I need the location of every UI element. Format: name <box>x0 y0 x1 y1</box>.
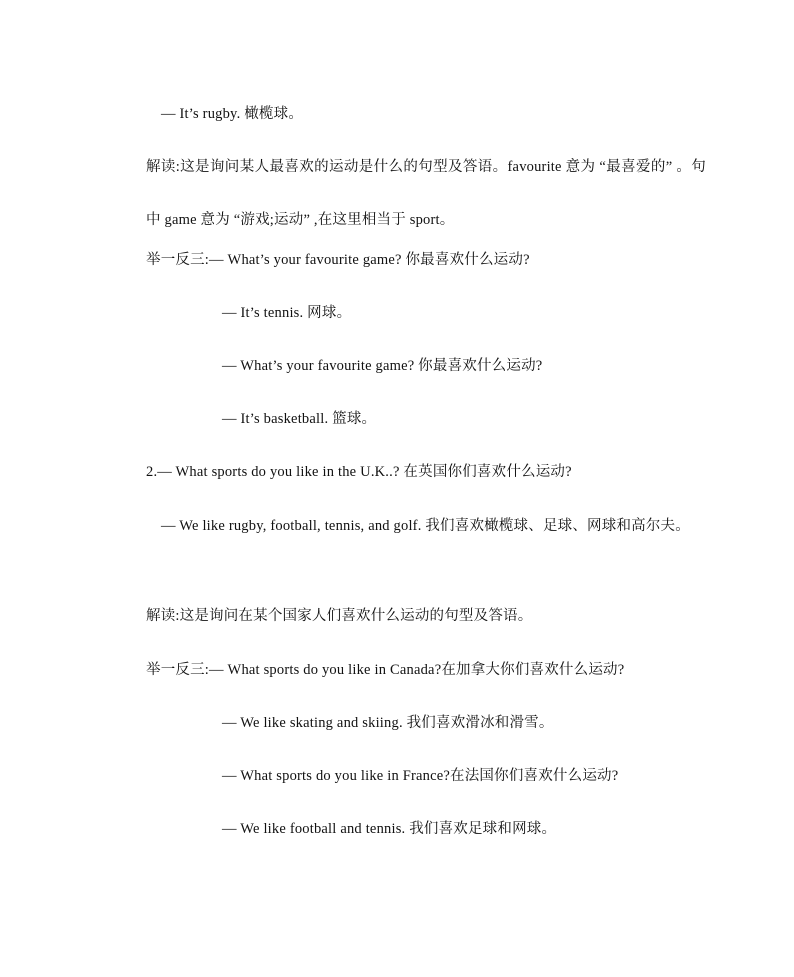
example-heading-2: 举一反三:— What sports do you like in Canada?在加拿大你们喜欢什么运动? <box>146 662 625 678</box>
answer-skating-line: — We like skating and skiing. 我们喜欢滑冰和滑雪。 <box>222 715 554 731</box>
explanation-paragraph-2: 解读:这是询问在某个国家人们喜欢什么运动的句型及答语。 <box>146 608 533 624</box>
answer-tennis-line: — It’s tennis. 网球。 <box>222 305 352 321</box>
question-uk-sports-line: 2.— What sports do you like in the U.K..? 在英国你们喜欢什么运动? <box>146 464 572 480</box>
answer-football-tennis-line: — We like football and tennis. 我们喜欢足球和网球。 <box>222 821 557 837</box>
answer-uk-sports-paragraph: — We like rugby, football, tennis, and golf. 我们喜欢橄榄球、足球、网球和高尔夫。 <box>161 518 690 534</box>
example-heading-1: 举一反三:— What’s your favourite game? 你最喜欢什么运动? <box>146 252 530 268</box>
question-favourite-game-line: — What’s your favourite game? 你最喜欢什么运动? <box>222 358 543 374</box>
answer-basketball-line: — It’s basketball. 篮球。 <box>222 411 377 427</box>
explanation-paragraph-1: 解读:这是询问某人最喜欢的运动是什么的句型及答语。favourite 意为 “最喜爱的” 。句中 game 意为 “游戏;运动” ,在这里相当于 sport。 <box>146 159 706 228</box>
answer-rugby-line: — It’s rugby. 橄榄球。 <box>161 106 304 122</box>
question-france-sports-line: — What sports do you like in France?在法国你们喜欢什么运动? <box>222 768 619 784</box>
